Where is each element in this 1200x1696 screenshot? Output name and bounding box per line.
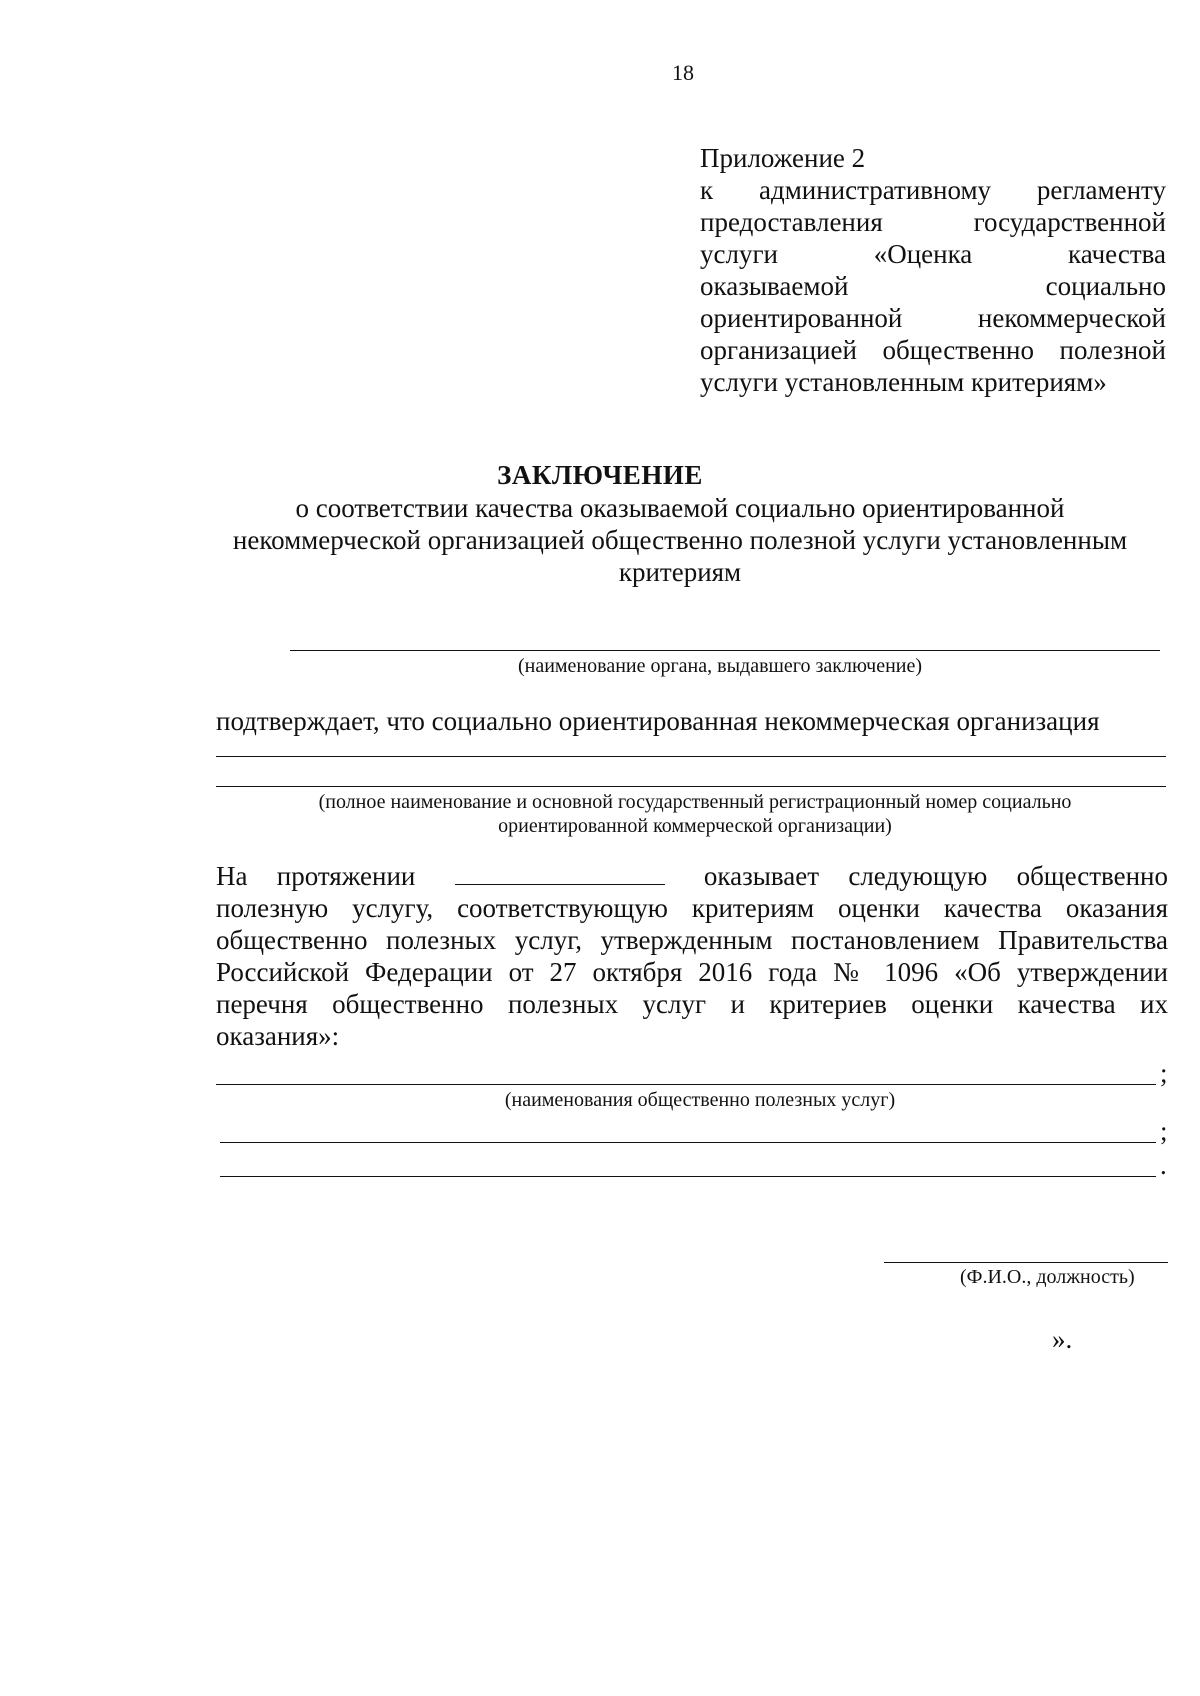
- appendix-title: Приложение 2: [700, 143, 866, 173]
- document-title: ЗАКЛЮЧЕНИЕ: [497, 460, 703, 490]
- paragraph-continuation: оказывает следующую общественно: [703, 861, 1169, 891]
- subtitle-line: о соответствии качества оказываемой социально ориентированной: [295, 493, 1065, 523]
- paragraph-line: [216, 860, 1168, 892]
- paragraph-line: Российской Федерации от 27 октября 2016 года № 1096 «Об утверждении: [216, 957, 1168, 987]
- organization-name-blank-2[interactable]: [216, 786, 1166, 787]
- paragraph-line: оказания»:: [216, 1021, 340, 1051]
- issuer-name-blank[interactable]: [290, 650, 1160, 651]
- period-mark: .: [1160, 1150, 1167, 1180]
- subtitle-line: некоммерческой организацией общественно полезной услуги установленным: [232, 525, 1128, 555]
- main-paragraph: [216, 860, 1168, 1052]
- organization-name-blank[interactable]: [216, 756, 1166, 757]
- appendix-line: услуги «Оценка качества: [700, 239, 1166, 269]
- signature-blank[interactable]: [884, 1262, 1168, 1263]
- issuer-caption: (наименование органа, выдавшего заключение): [517, 655, 923, 677]
- confirms-text: подтверждает, что социально ориентированная некоммерческая организация: [216, 706, 1100, 736]
- subtitle-line: критериям: [618, 557, 742, 587]
- services-caption: (наименования общественно полезных услуг): [504, 1089, 896, 1111]
- appendix-line: организацией общественно полезной: [700, 335, 1166, 365]
- paragraph-line: общественно полезных услуг, утвержденным постановлением Правительства: [216, 925, 1168, 955]
- service-blank-3[interactable]: [220, 1176, 1156, 1177]
- signature-caption: (Ф.И.О., должность): [960, 1266, 1135, 1288]
- closing-quote: ».: [1052, 1324, 1073, 1354]
- semicolon: ;: [1160, 1058, 1168, 1088]
- organization-caption: [230, 790, 1160, 838]
- paragraph-start: На протяжении: [216, 861, 416, 891]
- appendix-line: услуги установленным критериям»: [700, 367, 1107, 397]
- appendix-line: ориентированной некоммерческой: [700, 303, 1166, 333]
- appendix-line: оказываемой социально: [700, 271, 1166, 301]
- paragraph-line: полезную услугу, соответствующую критериям оценки качества оказания: [216, 893, 1168, 923]
- paragraph-line: перечня общественно полезных услуг и критериев оценки качества их: [216, 989, 1168, 1019]
- appendix-line: предоставления государственной: [700, 207, 1166, 237]
- document-subtitle: [200, 492, 1160, 588]
- semicolon: ;: [1160, 1116, 1168, 1146]
- appendix-header: [700, 142, 1166, 398]
- appendix-line: к административному регламенту: [700, 175, 1166, 205]
- organization-caption-line: (полное наименование и основной государственный регистрационный номер социально: [318, 791, 1072, 813]
- service-blank-1[interactable]: [216, 1084, 1156, 1085]
- organization-caption-line: ориентированной коммерческой организации): [498, 815, 892, 837]
- period-blank[interactable]: [455, 862, 665, 885]
- page-number: 18: [672, 60, 694, 85]
- service-blank-2[interactable]: [220, 1142, 1156, 1143]
